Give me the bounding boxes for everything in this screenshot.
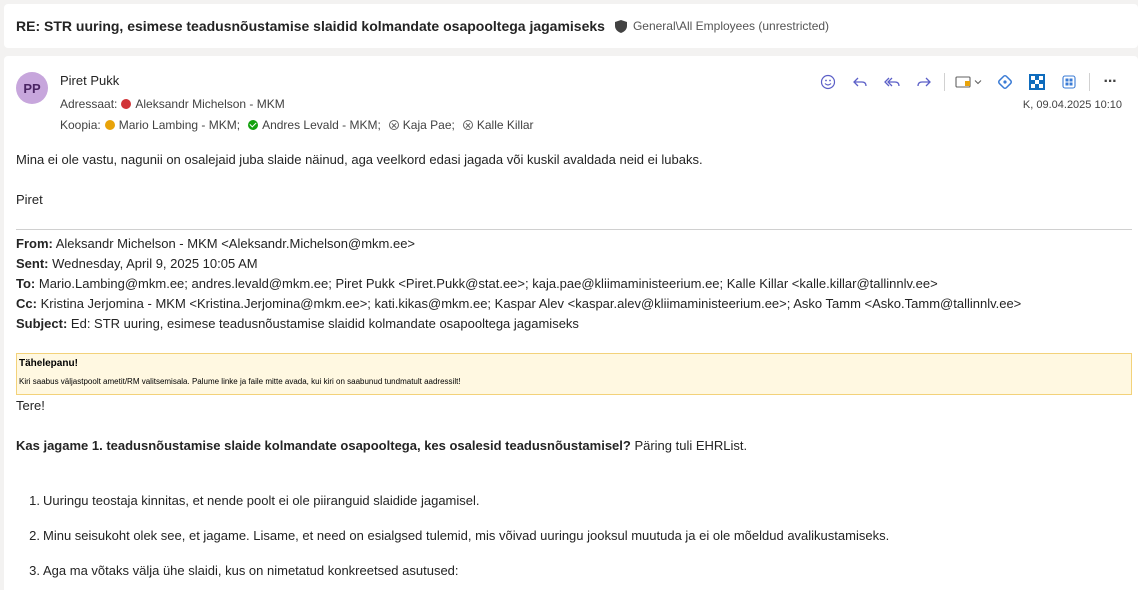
- quoted-sent: [16, 256, 258, 271]
- avatar[interactable]: PP: [16, 72, 48, 104]
- conversation-subject: RE: STR uuring, esimese teadusnõustamise slaidid kolmandate osapooltega jagamiseks: [16, 18, 605, 34]
- list-text: Aga ma võtaks välja ühe slaidi, kus on nimetatud konkreetsed asutused:: [43, 563, 459, 578]
- recipient-name: Kaja Pae;: [402, 118, 455, 132]
- list-number: 1.: [29, 493, 40, 508]
- sent-label: Sent:: [16, 256, 49, 271]
- sent-value: Wednesday, April 9, 2025 10:05 AM: [52, 256, 258, 271]
- recipient-name: Andres Levald - MKM;: [262, 118, 381, 132]
- presence-unknown-icon: [463, 120, 473, 130]
- recipient-name: Mario Lambing - MKM;: [118, 118, 241, 132]
- from-value: Aleksandr Michelson - MKM <Aleksandr.Michelson@mkm.ee>: [55, 236, 416, 251]
- presence-busy-icon: [121, 99, 131, 109]
- to-label: To:: [16, 276, 36, 291]
- tag-icon[interactable]: [989, 70, 1021, 94]
- shield-icon: [615, 20, 627, 33]
- toolbar-divider: [1089, 73, 1090, 91]
- cc-label: Cc:: [16, 296, 37, 311]
- question-rest: Päring tuli EHRList.: [630, 438, 748, 453]
- recipient-chip[interactable]: [105, 118, 240, 132]
- recipient-chip[interactable]: [463, 118, 534, 132]
- list-number: 2.: [29, 528, 40, 543]
- to-value: Mario.Lambing@mkm.ee; andres.levald@mkm.ee; Piret Pukk <Piret.Pukk@stat.ee>; kaja.pae@kliimaministeerium.ee; Kalle Killar <kalle.killar@tallinnlv.ee>: [38, 276, 938, 291]
- question: [16, 438, 747, 453]
- warning-text: Kiri saabus väljastpoolt ametit/RM valitsemisala. Palume linke ja faile mitte avada, kui kiri on saabunud tundmatult aadressilt!: [19, 377, 461, 386]
- list-item: [29, 493, 480, 508]
- sender-name[interactable]: Piret Pukk: [60, 73, 120, 88]
- to-recipients: [60, 97, 293, 111]
- greeting: Tere!: [16, 398, 45, 413]
- divider: [16, 229, 1132, 230]
- reply-icon[interactable]: [844, 70, 876, 94]
- to-label: Adressaat:: [60, 97, 118, 111]
- list-item: [29, 528, 890, 543]
- list-text: Uuringu teostaja kinnitas, et nende poolt ei ole piiranguid slaidide jagamisel.: [43, 493, 480, 508]
- message-date: K, 09.04.2025 10:10: [1022, 99, 1122, 111]
- external-warning-banner: [16, 353, 1132, 395]
- toolbar-divider: [944, 73, 945, 91]
- subject-value: Ed: STR uuring, esimese teadusnõustamise slaidid kolmandate osapooltega jagamiseks: [70, 316, 579, 331]
- cc-recipients: [60, 118, 542, 132]
- forward-icon[interactable]: [908, 70, 940, 94]
- quoted-cc: [16, 296, 1021, 311]
- list-item: [29, 563, 459, 578]
- chevron-down-icon: [973, 77, 983, 87]
- list-number: 3.: [29, 563, 40, 578]
- recipient-chip[interactable]: [248, 118, 381, 132]
- subject-bar: [4, 4, 1138, 48]
- presence-unknown-icon: [389, 120, 399, 130]
- quoted-from: [16, 236, 415, 251]
- message-card: [4, 56, 1138, 590]
- subject-label: Subject:: [16, 316, 68, 331]
- reply-all-icon[interactable]: [876, 70, 908, 94]
- body-text: Mina ei ole vastu, nagunii on osalejaid juba slaide näinud, aga veelkord edasi jagada või kuskil avaldada neid ei lubaks.: [16, 152, 703, 167]
- question-bold: Kas jagame 1. teadusnõustamise slaide kolmandate osapooltega, kes osalesid teadusnõustamisel?: [16, 438, 631, 453]
- more-icon[interactable]: ···: [1103, 73, 1117, 90]
- signature: Piret: [16, 192, 43, 207]
- categorize-button[interactable]: [949, 70, 989, 94]
- sensitivity-label[interactable]: General\All Employees (unrestricted): [632, 19, 830, 33]
- list-text: Minu seisukoht olek see, et jagame. Lisame, et need on esialgsed tulemid, mis võivad uuringu jooksul muutuda ja ei ole mõeldud avalikustamiseks.: [43, 528, 890, 543]
- quoted-to: [16, 276, 938, 291]
- warning-title: Tähelepanu!: [19, 358, 78, 369]
- presence-away-icon: [105, 120, 115, 130]
- app-icon[interactable]: [1021, 70, 1053, 94]
- from-label: From:: [16, 236, 53, 251]
- cc-value: Kristina Jerjomina - MKM <Kristina.Jerjomina@mkm.ee>; kati.kikas@mkm.ee; Kaspar Alev <kaspar.alev@kliimaministeerium.ee>; Asko Tamm <Asko.Tamm@tallinnlv.ee>: [40, 296, 1022, 311]
- recipient-chip[interactable]: [389, 118, 455, 132]
- cc-label: Koopia:: [60, 118, 101, 132]
- recipient-name: Kalle Killar: [476, 118, 534, 132]
- presence-available-icon: [248, 120, 258, 130]
- emoji-icon[interactable]: [812, 70, 844, 94]
- quoted-subject: [16, 316, 579, 331]
- categorize-icon: [955, 75, 973, 89]
- message-toolbar: [812, 70, 1126, 94]
- apps-grid-icon[interactable]: [1053, 70, 1085, 94]
- recipient-name: Aleksandr Michelson - MKM: [135, 97, 285, 111]
- recipient-chip[interactable]: [121, 97, 284, 111]
